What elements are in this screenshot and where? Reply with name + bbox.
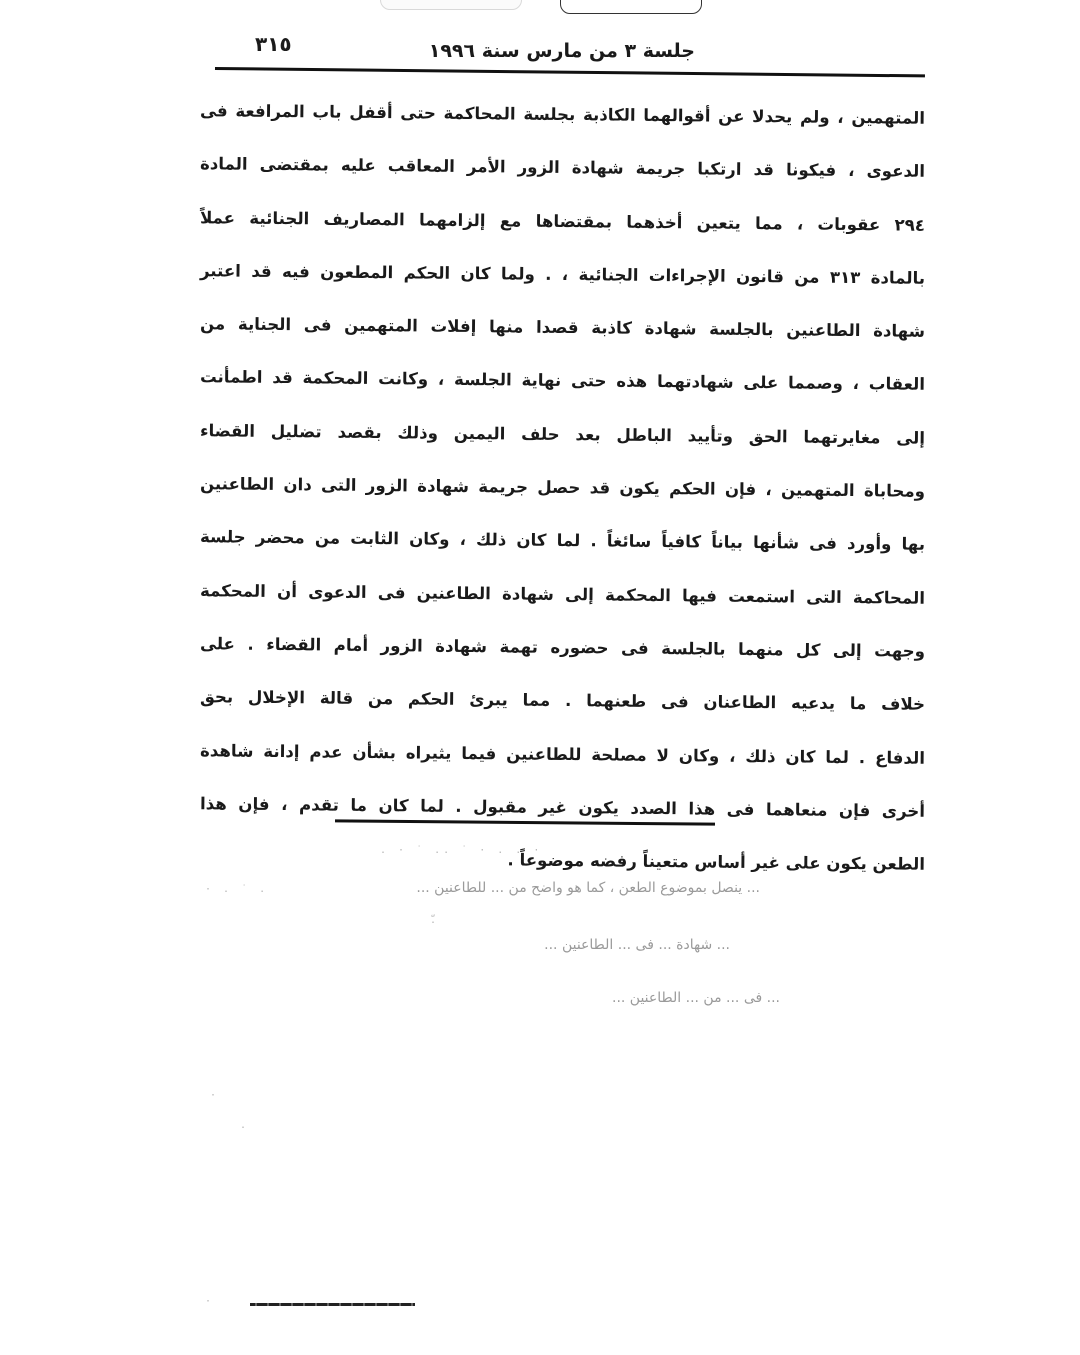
text-line: بها وأورد فى شأنها بياناً كافياً سائغاً . لما كان ذلك ، وكان الثابت من محضر جلسة bbox=[199, 527, 926, 555]
text-line: الدعوى ، فيكونا قد ارتكبا جريمة شهادة الزور الأمر المعاقب عليه بمقتضى المادة bbox=[199, 154, 926, 182]
text-line: الطعن يكون على غير أساس متعيناً رفضه موضوعاً . bbox=[507, 850, 926, 874]
text-line: خلاف ما يدعيه الطاعنان فى طعنهما . مما يبرئ الحكم من قالة الإخلال بحق bbox=[199, 687, 926, 715]
text-line: المحاكمة التى استمعت فيها المحكمة إلى شهادة الطاعنين فى الدعوى أن المحكمة bbox=[199, 580, 926, 608]
text-line: شهادة الطاعنين بالجلسة شهادة كاذبة قصدا منها إفلات المتهمين فى الجناية من bbox=[199, 314, 926, 341]
page-header bbox=[215, 30, 925, 66]
faded-footnote-line: ... شهادة ... فى ... الطاعنين ... bbox=[544, 937, 730, 953]
text-line: الدفاع . لما كان ذلك ، وكان لا مصلحة للطاعنين فيما يثيراه بشأن عدم إدانة شاهدة bbox=[199, 740, 926, 768]
scan-noise: . · ˙ .. ˙ · . . · bbox=[380, 845, 543, 856]
text-line: العقاب ، وصمما على شهادتهما هذه حتى نهاية الجلسة ، وكانت المحكمة قد اطمأنت bbox=[199, 367, 926, 395]
scan-mark bbox=[250, 1300, 415, 1308]
faded-footnote-line: ... ينصل بموضوع الطعن ، كما هو واضح من ... للطاعنين ... bbox=[416, 880, 760, 896]
scan-noise: . bbox=[240, 1120, 250, 1131]
text-line: المتهمين ، ولم يحدلا عن أقوالهما الكاذبة بجلسة المحاكمة حتى أقفل باب المرافعة فى bbox=[199, 101, 926, 128]
text-line: ومحاباة المتهمين ، فإن الحكم يكون قد حصل جريمة شهادة الزور التى دان الطاعنين bbox=[199, 474, 926, 501]
scan-noise: · . ˙ . bbox=[205, 884, 269, 895]
text-line: بالمادة ٣١٣ من قانون الإجراءات الجنائية ، . ولما كان الحكم المطعون فيه قد اعتبر bbox=[199, 261, 926, 288]
judgment-text bbox=[200, 88, 925, 887]
scan-noise: .ّ bbox=[430, 915, 437, 926]
page-number: ٣١٥ bbox=[255, 32, 292, 56]
session-date-header: جلسة ٣ من مارس سنة ١٩٩٦ bbox=[428, 40, 695, 62]
text-line: إلى مغايرتهما الحق وتأييد الباطل بعد حلف اليمين وذلك بقصد تضليل القضاء bbox=[199, 420, 926, 448]
text-line: ٢٩٤ عقوبات ، مما يتعين أخذهما بمقتضاها مع إلزامهما المصاريف الجنائية عملاً bbox=[199, 207, 926, 235]
faded-footnote-line: ... فى ... من ... الطاعنين ... bbox=[612, 990, 780, 1006]
scan-noise: · bbox=[210, 1090, 220, 1101]
text-line: وجهت إلى كل منهما بالجلسة فى حضوره تهمة شهادة الزور أمام القضاء . على bbox=[199, 634, 926, 661]
header-divider bbox=[215, 67, 925, 77]
text-line: أخرى فإن منعاهما فى هذا الصدد يكون غير مقبول . لما كان ما تقدم ، فإن هذا bbox=[199, 794, 926, 821]
scan-noise: · bbox=[205, 1296, 215, 1307]
